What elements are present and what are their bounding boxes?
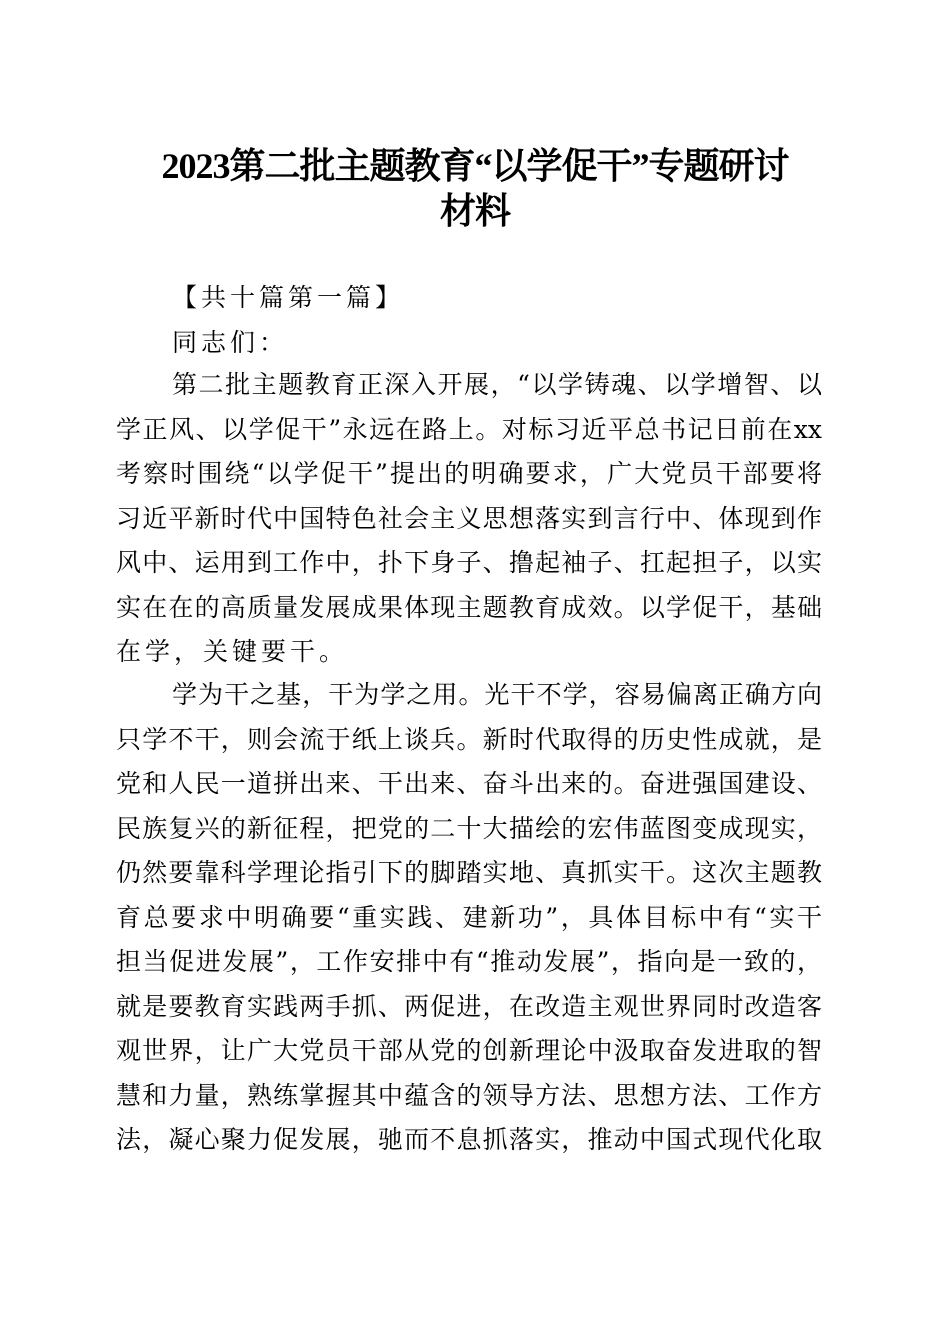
paragraph-line: 习近平新时代中国特色社会主义思想落实到言行中、体现到作 <box>116 503 822 533</box>
document-title-line-1: 2023第二批主题教育“以学促干”专题研讨 <box>161 146 789 186</box>
paragraph-line: 育总要求中明确要“重实践、建新功”，具体目标中有“实干 <box>116 902 822 932</box>
paragraph-line: 学正风、以学促干”永远在路上。对标习近平总书记日前在xx <box>116 414 822 444</box>
paragraph-line: 风中、运用到工作中，扑下身子、撸起袖子、扛起担子，以实 <box>116 548 822 577</box>
paragraph-line: 在学，关键要干。 <box>116 637 349 666</box>
salutation: 同志们： <box>172 327 289 357</box>
paragraph-line: 担当促进发展”，工作安排中有“推动发展”，指向是一致的， <box>116 947 822 976</box>
paragraph-line: 民族复兴的新征程，把党的二十大描绘的宏伟蓝图变成现实， <box>116 813 822 843</box>
paragraph-line: 考察时围绕“以学促干”提出的明确要求，广大党员干部要将 <box>116 459 822 488</box>
paragraph-line: 仍然要靠科学理论指引下的脚踏实地、真抓实干。这次主题教 <box>116 858 822 887</box>
paragraph-line: 法，凝心聚力促发展，驰而不息抓落实，推动中国式现代化取 <box>116 1125 822 1154</box>
paragraph-2 <box>116 673 822 1163</box>
document-title-line-2: 材料 <box>439 191 510 231</box>
paragraph-line: 党和人民一道拼出来、干出来、奋斗出来的。奋进强国建设、 <box>116 769 822 798</box>
paragraph-line: 实在在的高质量发展成果体现主题教育成效。以学促干，基础 <box>116 592 822 622</box>
paragraph-line: 观世界，让广大党员干部从党的创新理论中汲取奋发进取的智 <box>116 1036 822 1065</box>
paragraph-line: 只学不干，则会流于纸上谈兵。新时代取得的历史性成就，是 <box>116 724 822 754</box>
paragraph-line: 第二批主题教育正深入开展，“以学铸魂、以学增智、以 <box>172 370 822 399</box>
paragraph-line: 就是要教育实践两手抓、两促进，在改造主观世界同时改造客 <box>116 991 822 1021</box>
paragraph-line: 慧和力量，熟练掌握其中蕴含的领导方法、思想方法、工作方 <box>116 1080 822 1110</box>
document-body-intro <box>116 276 822 365</box>
paragraph-1 <box>116 363 822 675</box>
paragraph-line: 学为干之基，干为学之用。光干不学，容易偏离正确方向 <box>172 680 822 709</box>
section-label: 【共十篇第一篇】 <box>172 283 405 312</box>
